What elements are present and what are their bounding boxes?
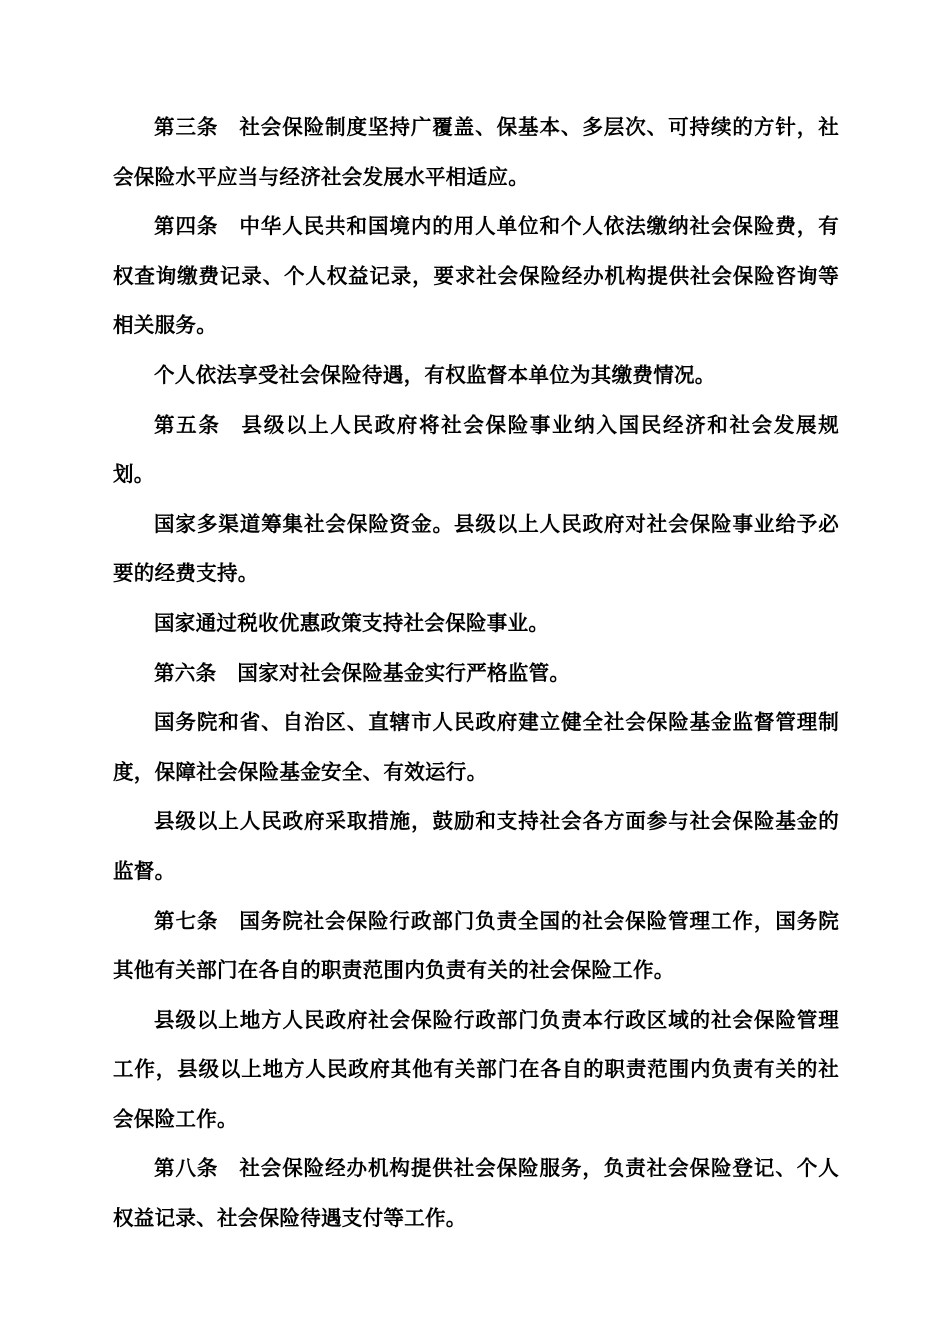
paragraph-article-6-clause-2 (113, 698, 839, 797)
paragraph-text: 国家对社会保险基金实行严格监管。 (237, 660, 571, 685)
paragraph-text: 社会保险制度坚持广覆盖、保基本、多层次、可持续的方针，社会保险水平应当与经济社会发展水平相适应。 (113, 115, 839, 189)
paragraph-text: 国务院社会保险行政部门负责全国的社会保险管理工作，国务院其他有关部门在各自的职责范围内负责有关的社会保险工作。 (113, 908, 839, 983)
article-number: 第七条 (154, 908, 219, 933)
paragraph-text: 县级以上人民政府将社会保险事业纳入国民经济和社会发展规划。 (113, 412, 839, 487)
article-number: 第五条 (154, 412, 221, 437)
paragraph-article-7 (113, 897, 839, 996)
paragraph-text: 中华人民共和国境内的用人单位和个人依法缴纳社会保险费，有权查询缴费记录、个人权益记录，要求社会保险经办机构提供社会保险咨询等相关服务。 (113, 214, 839, 338)
paragraph-text: 县级以上地方人民政府社会保险行政部门负责本行政区域的社会保险管理工作，县级以上地方人民政府其他有关部门在各自的职责范围内负责有关的社会保险工作。 (113, 1007, 839, 1131)
paragraph-text: 国务院和省、自治区、直辖市人民政府建立健全社会保险基金监督管理制度，保障社会保险基金安全、有效运行。 (113, 710, 839, 784)
paragraph-article-5-clause-3 (113, 599, 839, 649)
paragraph-text: 社会保险经办机构提供社会保险服务，负责社会保险登记、个人权益记录、社会保险待遇支付等工作。 (113, 1156, 839, 1231)
article-number: 第三条 (154, 115, 219, 139)
paragraph-article-4-clause-2 (113, 351, 839, 401)
paragraph-text: 国家多渠道筹集社会保险资金。县级以上人民政府对社会保险事业给予必要的经费支持。 (113, 511, 839, 586)
article-number: 第八条 (154, 1156, 219, 1181)
paragraph-article-3 (113, 103, 839, 202)
document-body (113, 103, 839, 1244)
article-number: 第四条 (154, 214, 219, 239)
paragraph-article-7-clause-2 (113, 996, 839, 1145)
paragraph-article-5 (113, 401, 839, 500)
paragraph-text: 个人依法享受社会保险待遇，有权监督本单位为其缴费情况。 (154, 362, 716, 387)
article-number: 第六条 (154, 660, 217, 685)
paragraph-article-5-clause-2 (113, 500, 839, 599)
paragraph-article-8 (113, 1144, 839, 1243)
paragraph-article-6 (113, 649, 839, 699)
paragraph-text: 县级以上人民政府采取措施，鼓励和支持社会各方面参与社会保险基金的监督。 (113, 809, 839, 883)
paragraph-text: 国家通过税收优惠政策支持社会保险事业。 (154, 610, 550, 635)
paragraph-article-6-clause-3 (113, 797, 839, 896)
paragraph-article-4 (113, 202, 839, 351)
